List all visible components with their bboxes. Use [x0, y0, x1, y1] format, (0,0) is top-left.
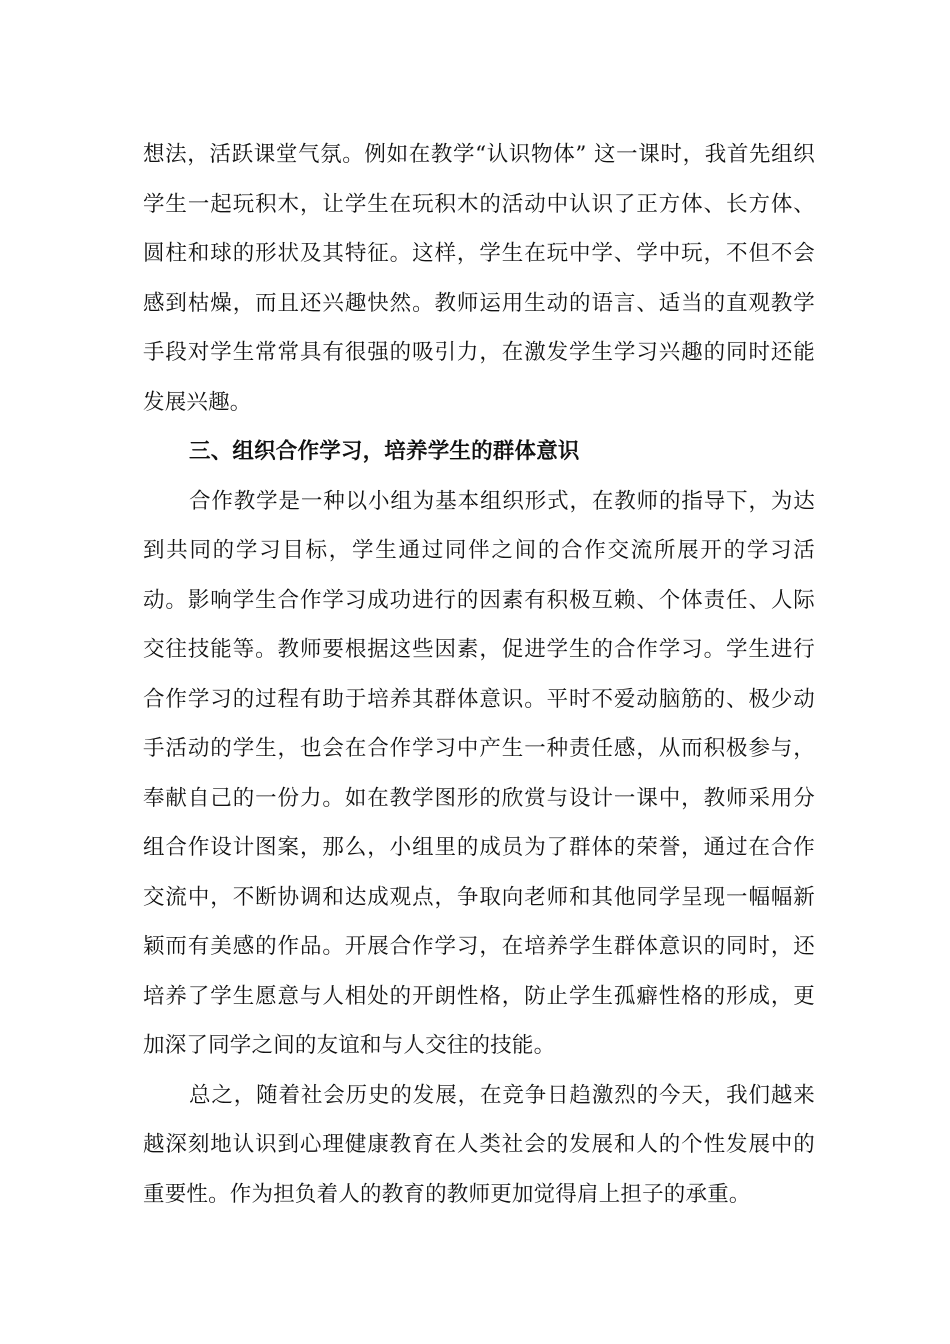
section-heading-three: 三、组织合作学习，培养学生的群体意识 [189, 439, 580, 464]
document-body [143, 130, 815, 1219]
paragraph-conclusion: 总之，随着社会历史的发展，在竞争日趋激烈的今天，我们越来越深刻地认识到心理健康教育在人类社会的发展和人的个性发展中的重要性。作为担负着人的教育的教师更加觉得肩上担子的承重。 [143, 1082, 815, 1207]
paragraph-cooperative-learning: 合作教学是一种以小组为基本组织形式，在教师的指导下，为达到共同的学习目标，学生通过同伴之间的合作交流所展开的学习活动。影响学生合作学习成功进行的因素有积极互赖、个体责任、人际交往技能等。教师要根据这些因素，促进学生的合作学习。学生进行合作学习的过程有助于培养其群体意识。平时不爱动脑筋的、极少动手活动的学生，也会在合作学习中产生一种责任感，从而积极参与，奉献自己的一份力。如在教学图形的欣赏与设计一课中，教师采用分组合作设计图案，那么，小组里的成员为了群体的荣誉，通过在合作交流中，不断协调和达成观点，争取向老师和其他同学呈现一幅幅新颖而有美感的作品。开展合作学习，在培养学生群体意识的同时，还培养了学生愿意与人相处的开朗性格，防止学生孤癖性格的形成，更加深了同学之间的友谊和与人交往的技能。 [143, 488, 815, 1058]
paragraph-continuation: 想法，活跃课堂气氛。例如在教学“认识物体” 这一课时，我首先组织学生一起玩积木，让学生在玩积木的活动中认识了正方体、长方体、圆柱和球的形状及其特征。这样，学生在玩中学、学中玩，不但不会感到枯燥，而且还兴趣快然。教师运用生动的语言、适当的直观教学手段对学生常常具有很强的吸引力，在激发学生学习兴趣的同时还能发展兴趣。 [143, 142, 815, 415]
